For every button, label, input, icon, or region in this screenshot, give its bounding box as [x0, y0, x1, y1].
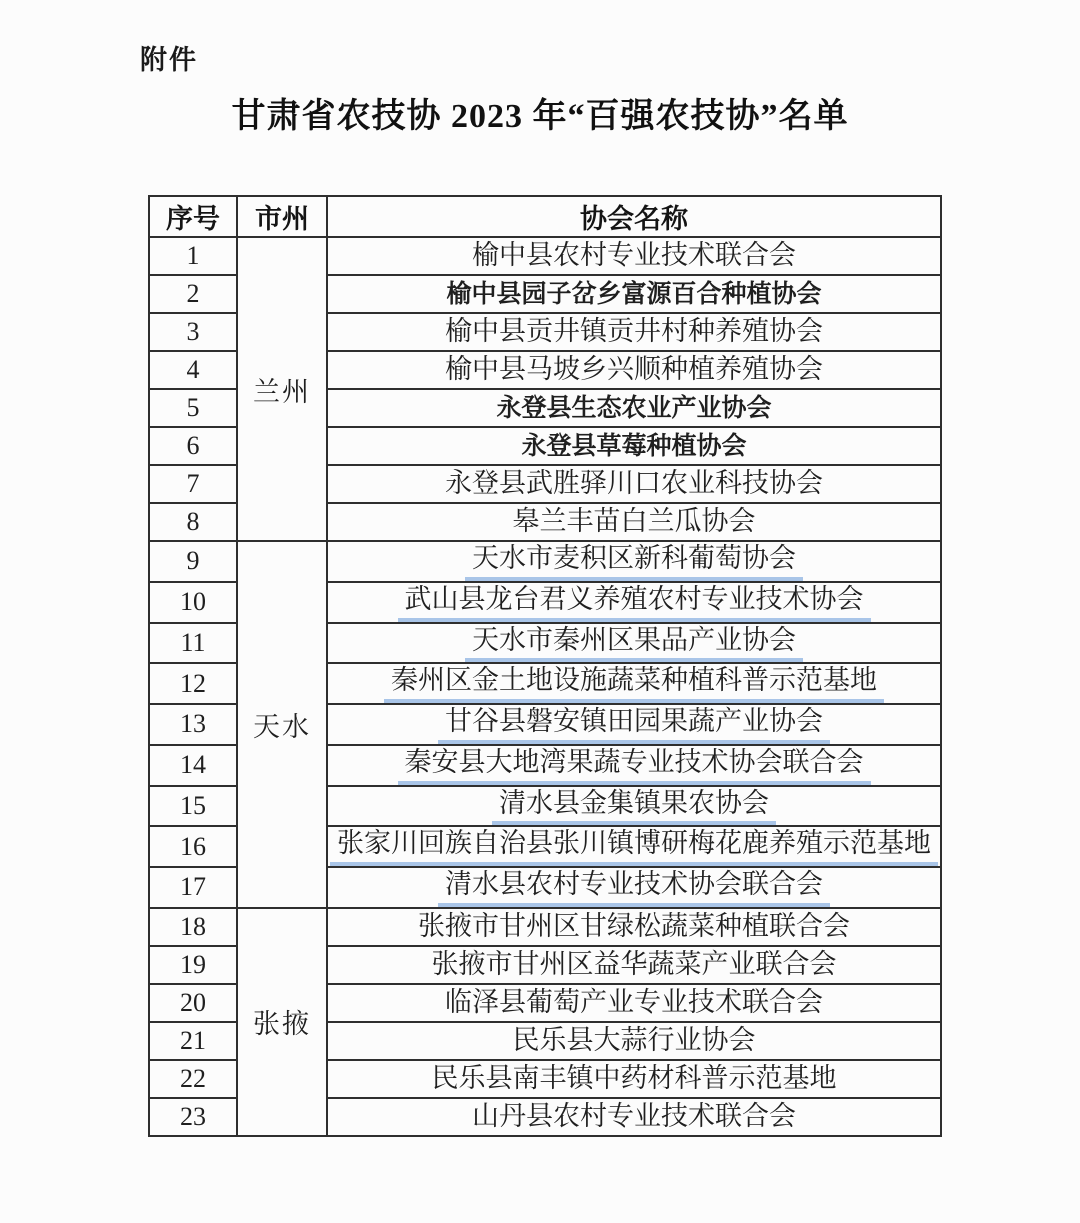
row-number: 16 [149, 826, 237, 867]
association-name [327, 237, 941, 275]
association-name [327, 389, 941, 427]
association-name [327, 313, 941, 351]
row-number: 6 [149, 427, 237, 465]
association-name [327, 745, 941, 786]
row-number: 1 [149, 237, 237, 275]
table-header-row [149, 196, 941, 237]
association-name [327, 1022, 941, 1060]
table-row [149, 237, 941, 275]
city-cell-zhangye: 张掖 [237, 908, 327, 1136]
association-name [327, 582, 941, 623]
row-number: 5 [149, 389, 237, 427]
page-title: 甘肃省农技协 2023 年“百强农技协”名单 [231, 98, 849, 135]
row-number: 12 [149, 663, 237, 704]
row-number: 15 [149, 786, 237, 827]
association-name [327, 541, 941, 582]
association-name-text: 榆中县园子岔乡富源百合种植协会 [446, 279, 822, 308]
association-name-text: 永登县草莓种植协会 [521, 431, 747, 460]
association-name-text: 民乐县南丰镇中药材科普示范基地 [431, 1062, 837, 1093]
association-name-text: 民乐县大蒜行业协会 [512, 1024, 756, 1055]
association-name-text: 榆中县贡井镇贡井村种养殖协会 [445, 316, 823, 347]
association-name [327, 351, 941, 389]
association-name-text: 武山县龙台君义养殖农村专业技术协会 [398, 583, 871, 622]
association-name-text: 皋兰丰苗白兰瓜协会 [512, 506, 756, 537]
city-cell-lanzhou: 兰州 [237, 237, 327, 541]
row-number: 7 [149, 465, 237, 503]
association-name-text: 秦安县大地湾果蔬专业技术协会联合会 [398, 746, 871, 785]
row-number: 4 [149, 351, 237, 389]
attachment-label: 附件 [140, 45, 198, 75]
row-number: 18 [149, 908, 237, 946]
header-association-name: 协会名称 [327, 196, 941, 237]
association-name-text: 秦州区金土地设施蔬菜种植科普示范基地 [384, 664, 884, 703]
row-number: 11 [149, 623, 237, 664]
association-name [327, 465, 941, 503]
association-name-text: 清水县金集镇果农协会 [492, 787, 776, 826]
association-name-text: 张掖市甘州区甘绿松蔬菜种植联合会 [418, 910, 850, 941]
row-number: 22 [149, 1060, 237, 1098]
row-number: 9 [149, 541, 237, 582]
association-name [327, 1098, 941, 1136]
table-row [149, 541, 941, 582]
association-name [327, 946, 941, 984]
row-number: 13 [149, 704, 237, 745]
association-name [327, 826, 941, 867]
association-name [327, 867, 941, 908]
association-name [327, 275, 941, 313]
row-number: 3 [149, 313, 237, 351]
association-name-text: 张家川回族自治县张川镇博研梅花鹿养殖示范基地 [330, 827, 938, 866]
association-name [327, 663, 941, 704]
row-number: 14 [149, 745, 237, 786]
association-name [327, 623, 941, 664]
row-number: 21 [149, 1022, 237, 1060]
associations-table [148, 195, 942, 1137]
row-number: 19 [149, 946, 237, 984]
association-name-text: 甘谷县磐安镇田园果蔬产业协会 [438, 705, 830, 744]
row-number: 8 [149, 503, 237, 541]
association-name-text: 天水市秦州区果品产业协会 [465, 624, 803, 663]
header-seq-no: 序号 [149, 196, 237, 237]
association-name [327, 503, 941, 541]
association-name-text: 清水县农村专业技术协会联合会 [438, 868, 830, 907]
association-name-text: 榆中县农村专业技术联合会 [472, 240, 796, 271]
header-city: 市州 [237, 196, 327, 237]
row-number: 2 [149, 275, 237, 313]
row-number: 10 [149, 582, 237, 623]
association-name-text: 天水市麦积区新科葡萄协会 [465, 542, 803, 581]
city-cell-tianshui: 天水 [237, 541, 327, 908]
association-name-text: 张掖市甘州区益华蔬菜产业联合会 [431, 948, 837, 979]
association-name [327, 908, 941, 946]
row-number: 17 [149, 867, 237, 908]
association-name [327, 786, 941, 827]
association-name-text: 临泽县葡萄产业专业技术联合会 [445, 986, 823, 1017]
table-row [149, 908, 941, 946]
association-name-text: 榆中县马坡乡兴顺种植养殖协会 [445, 354, 823, 385]
association-name [327, 427, 941, 465]
association-name-text: 永登县武胜驿川口农业科技协会 [445, 468, 823, 499]
association-name-text: 永登县生态农业产业协会 [496, 393, 772, 422]
association-name-text: 山丹县农村专业技术联合会 [472, 1100, 796, 1131]
row-number: 23 [149, 1098, 237, 1136]
association-name [327, 1060, 941, 1098]
association-name [327, 704, 941, 745]
association-name [327, 984, 941, 1022]
row-number: 20 [149, 984, 237, 1022]
